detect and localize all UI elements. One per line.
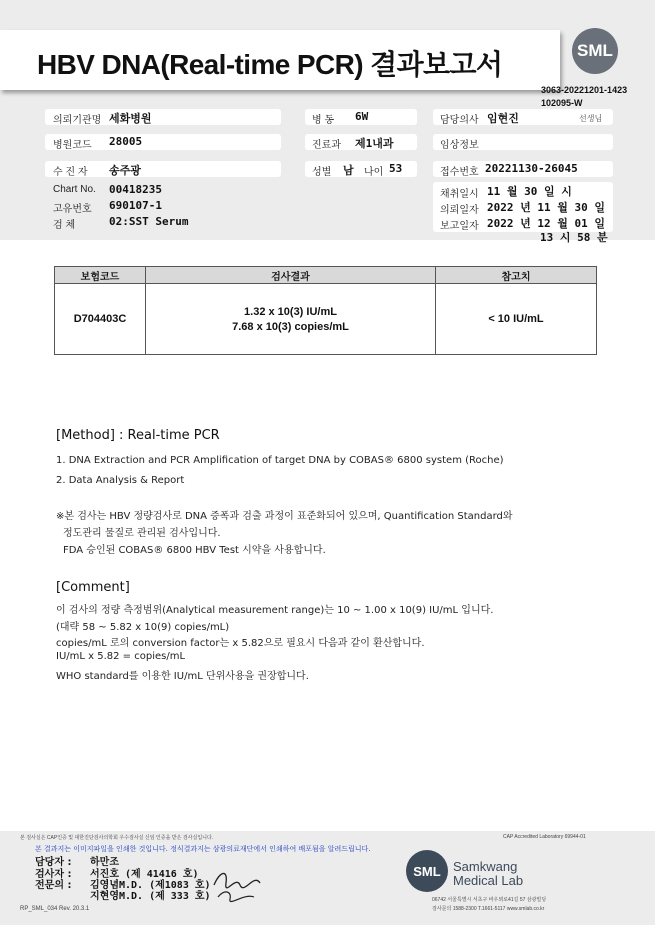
header-result: 검사결과 [146, 267, 436, 284]
inst-value: 세화병원 [109, 112, 152, 125]
age-value: 53 [389, 162, 403, 175]
clinical-label: 임상정보 [440, 140, 479, 151]
comment-line-3: copies/mL 로의 conversion factor는 x 5.82으로 필요시 다음과 같이 환산합니다. [56, 638, 425, 649]
ward-value: 6W [355, 110, 369, 123]
value-specialist-1: 김영념M.D. (제1083 호) [90, 880, 211, 891]
header-code: 보험코드 [55, 267, 146, 284]
method-heading: [Method] : Real-time PCR [56, 428, 220, 443]
footer-accreditation: 본 검사실은 CAP인증 및 대한진단검사의학회 우수검사실 신임 인증을 받은 검사실입니다. [20, 835, 214, 841]
comment-line-1: 이 검사의 정량 측정범위(Analytical measurement range)는 10 ~ 1.00 x 10(9) IU/mL 입니다. [56, 605, 494, 616]
report-title: HBV DNA(Real-time PCR) 결과보고서 [37, 49, 503, 80]
inst-label: 의뢰기관명 [53, 115, 102, 126]
report-value: 2022 년 12 월 01 일 [487, 217, 605, 230]
request-value: 2022 년 11 월 30 일 [487, 201, 605, 214]
sex-label: 성별 [312, 167, 332, 178]
comment-line-4: IU/mL x 5.82 = copies/mL [56, 651, 186, 662]
footer-cap: CAP Accredited Laboratory 69944-01 [503, 834, 586, 840]
cell-code: D704403C [55, 284, 146, 355]
company-line-2: Medical Lab [453, 873, 524, 888]
result-copies: 7.68 x 10(3) copies/mL [232, 320, 349, 333]
value-representative: 하만조 [90, 857, 119, 868]
sex-value: 남 [343, 164, 354, 177]
header-reference: 참고치 [436, 267, 597, 284]
ref-line-2: 102095-W [541, 98, 583, 108]
chart-value: 00418235 [109, 183, 162, 196]
form-code: RP_SML_034 Rev. 20.3.1 [20, 906, 90, 912]
label-examiner: 검사자 : [35, 869, 72, 880]
doctor-label: 담당의사 [440, 115, 479, 126]
footer-notice: 본 결과지는 이미지파일을 인쇄한 것입니다. 정식결과지는 삼광의료재단에서 인쇄하여 배포됨을 알려드립니다. [35, 845, 371, 853]
comment-line-2: (대략 58 ~ 5.82 x 10(9) copies/mL) [56, 622, 230, 633]
unique-label: 고유번호 [53, 204, 92, 215]
comment-heading: [Comment] [56, 580, 130, 595]
signature-image [210, 863, 270, 903]
label-representative: 담당자 : [35, 857, 72, 868]
value-specialist-2: 지현영M.D. (제 333 호) [90, 891, 211, 902]
unique-value: 690107-1 [109, 199, 162, 212]
sml-footer-logo [404, 848, 450, 894]
cell-result [146, 284, 436, 355]
request-label: 의뢰일자 [440, 205, 479, 216]
company-line-1: Samkwang [453, 859, 518, 874]
result-iu: 1.32 x 10(3) IU/mL [244, 305, 337, 318]
results-header-row [55, 267, 597, 284]
table-row [55, 284, 597, 355]
report-label: 보고일자 [440, 221, 479, 232]
company-name [453, 860, 523, 888]
doctor-value: 임현진 [487, 112, 519, 125]
method-line-2: 2. Data Analysis & Report [56, 475, 185, 486]
value-examiner: 서진호 (제 41416 호) [90, 869, 199, 880]
reception-value: 20221130-26045 [485, 162, 578, 175]
sml-logo [572, 28, 618, 74]
collect-value: 11 월 30 일 시 [487, 185, 572, 198]
dept-value: 제1내과 [355, 137, 394, 150]
chart-label: Chart No. [53, 184, 96, 195]
label-specialist: 전문의 : [35, 880, 72, 891]
specimen-value: 02:SST Serum [109, 215, 189, 228]
name-label: 수 진 자 [53, 167, 88, 178]
results-table [54, 266, 597, 355]
ward-label: 병 동 [312, 115, 335, 126]
method-note-2: 정도관리 물질로 관리된 검사입니다. [63, 528, 221, 539]
method-note-1: ※본 검사는 HBV 정량검사로 DNA 증폭과 검출 과정이 표준화되어 있으며, Quantification Standard와 [56, 511, 513, 522]
svg-text:SML: SML [413, 864, 441, 879]
dept-label: 진료과 [312, 140, 341, 151]
company-phone: 검사문의 1588-2300 T.1661-5117 www.smlab.co.kr [432, 906, 545, 912]
method-line-1: 1. DNA Extraction and PCR Amplification of target DNA by COBAS® 6800 system (Roche) [56, 455, 504, 466]
specimen-label: 검 체 [53, 220, 76, 231]
method-note-3: FDA 승인된 COBAS® 6800 HBV Test 시약을 사용합니다. [63, 545, 326, 556]
logo-text: SML [577, 41, 613, 60]
comment-line-5: WHO standard를 이용한 IU/mL 단위사용을 권장합니다. [56, 671, 309, 682]
age-label: 나이 [364, 167, 384, 178]
ref-line-1: 3063-20221201-1423 [541, 85, 628, 95]
name-value: 송주광 [109, 164, 141, 177]
report-reference [541, 84, 627, 110]
report-time: 13 시 58 분 [540, 231, 608, 244]
collect-label: 채취일시 [440, 189, 479, 200]
hospcode-label: 병원코드 [53, 140, 92, 151]
cell-reference: < 10 IU/mL [436, 284, 597, 355]
reception-label: 접수번호 [440, 167, 479, 178]
doctor-suffix: 선생님 [579, 114, 603, 123]
hospcode-value: 28005 [109, 135, 143, 148]
company-address: 06742 서울특별시 서초구 바우뫼로41길 57 삼광빌딩 [432, 897, 547, 903]
